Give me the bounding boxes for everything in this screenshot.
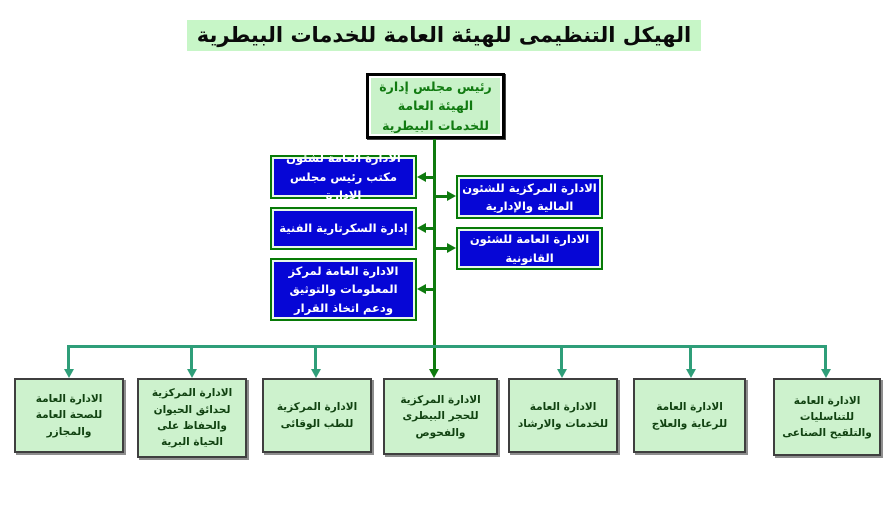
information-center-label: الادارة العامة لمركز المعلومات والتوثيق ودعم اتخاذ القرار	[288, 263, 399, 315]
preventive-medicine-label: الادارة المركزية للطب الوقائى	[276, 401, 358, 430]
legal-affairs-box	[456, 227, 603, 270]
connector-drop-5	[560, 345, 563, 369]
services-extension-label: الادارة العامة للخدمات والارشاد	[517, 401, 609, 430]
connector-drop-7	[824, 345, 827, 369]
arrowhead-down-center-icon	[429, 369, 439, 378]
arrowhead-left-2-icon	[417, 223, 426, 233]
public-health-slaughterhouses-label: الادارة العامة للصحة العامة والمجازر	[35, 393, 103, 438]
office-affairs-label: الادارة العامة لشئون مكتب رئيس مجلس الادارة	[286, 151, 401, 203]
arrowhead-down-1-icon	[64, 369, 74, 378]
arrowhead-down-6-icon	[686, 369, 696, 378]
zoos-wildlife-box	[137, 378, 247, 458]
veterinary-quarantine-box	[383, 378, 498, 455]
technical-secretariat-box	[270, 207, 417, 250]
care-treatment-box	[633, 378, 746, 453]
connector-bottom-rail	[67, 345, 827, 348]
page-title-wrap	[0, 20, 888, 51]
arrowhead-down-7-icon	[821, 369, 831, 378]
connector-drop-2	[190, 345, 193, 369]
connector-left-3	[426, 288, 435, 291]
connector-main-trunk	[433, 139, 436, 369]
page-title: الهيكل التنظيمى للهيئة العامة للخدمات البيطرية	[187, 20, 701, 51]
reproduction-ai-box	[773, 378, 881, 456]
connector-left-2	[426, 227, 435, 230]
chairman-box-label: رئيس مجلس إدارة الهيئة العامة للخدمات البيطرية	[379, 78, 492, 133]
connector-right-2	[436, 247, 447, 250]
technical-secretariat-label: إدارة السكرتارية الفنية	[279, 221, 408, 236]
arrowhead-down-5-icon	[557, 369, 567, 378]
financial-admin-affairs-box	[456, 175, 603, 219]
arrowhead-right-2-icon	[447, 243, 456, 253]
financial-admin-affairs-label: الادارة المركزية للشئون المالية والإدارية	[462, 180, 597, 213]
public-health-slaughterhouses-box	[14, 378, 124, 453]
arrowhead-left-1-icon	[417, 172, 426, 182]
arrowhead-down-2-icon	[187, 369, 197, 378]
connector-drop-3	[314, 345, 317, 369]
legal-affairs-label: الادارة العامة للشئون القانونية	[469, 232, 590, 265]
zoos-wildlife-label: الادارة المركزية لحدائق الحيوان والحفاظ على الحياة البرية	[151, 387, 233, 449]
arrowhead-left-3-icon	[417, 284, 426, 294]
care-treatment-label: الادارة العامة للرعاية والعلاج	[651, 401, 728, 430]
preventive-medicine-box	[262, 378, 372, 453]
connector-drop-6	[689, 345, 692, 369]
chairman-box	[366, 73, 505, 139]
office-affairs-box	[270, 151, 417, 203]
arrowhead-right-1-icon	[447, 191, 456, 201]
connector-drop-1	[67, 345, 70, 369]
information-center-box	[270, 258, 417, 321]
connector-left-1	[426, 176, 435, 179]
connector-right-1	[436, 195, 447, 198]
veterinary-quarantine-label: الادارة المركزية للحجر البيطرى والفحوص	[400, 394, 481, 439]
arrowhead-down-3-icon	[311, 369, 321, 378]
services-extension-box	[508, 378, 618, 453]
reproduction-ai-label: الادارة العامة للتناسليات والتلقيح الصناعى	[782, 394, 872, 440]
